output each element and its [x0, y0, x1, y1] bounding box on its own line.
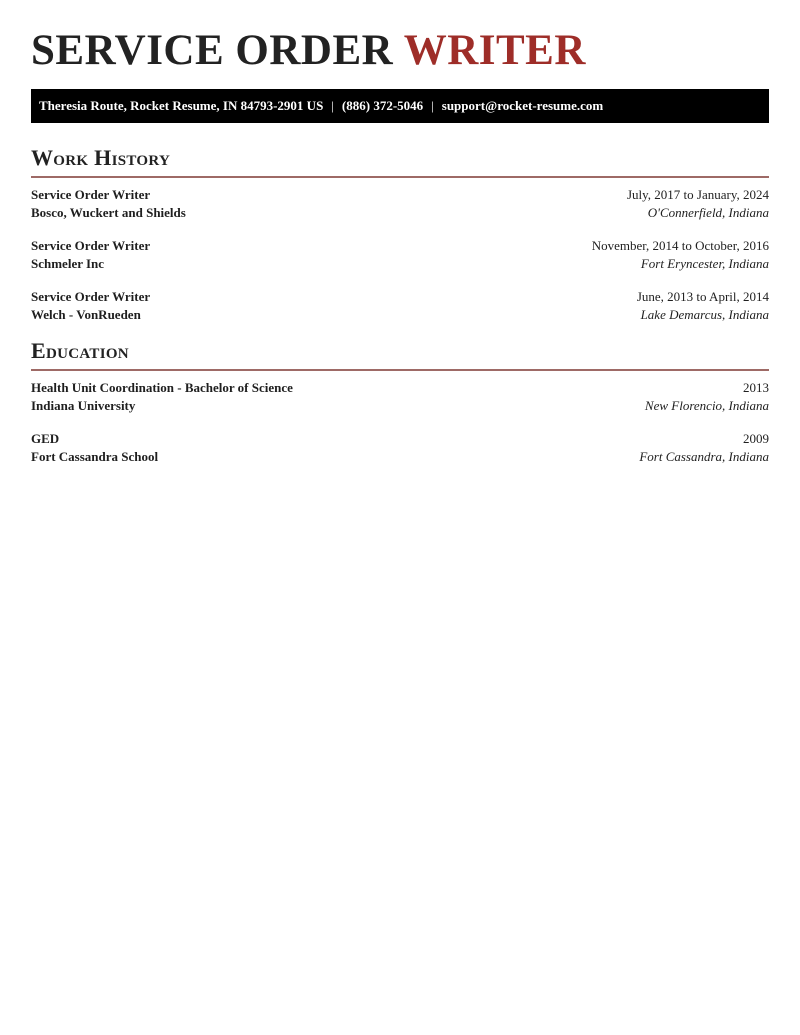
education-location: Fort Cassandra, Indiana	[639, 449, 769, 464]
education-year: 2009	[743, 431, 769, 446]
job-location: O'Connerfield, Indiana	[647, 205, 769, 220]
contact-phone: (886) 372-5046	[341, 98, 424, 113]
job-dates: June, 2013 to April, 2014	[636, 289, 769, 304]
job-location: Lake Demarcus, Indiana	[640, 307, 769, 322]
contact-bar	[31, 89, 769, 123]
education-heading: Education	[31, 338, 129, 363]
job-dates: November, 2014 to October, 2016	[591, 238, 769, 253]
job-position: Service Order Writer	[31, 238, 151, 253]
title-main: SERVICE ORDER	[31, 27, 394, 74]
work-history-section	[31, 145, 769, 324]
job-dates: July, 2017 to January, 2024	[626, 187, 769, 202]
job-company: Bosco, Wuckert and Shields	[31, 205, 186, 220]
education-degree: Health Unit Coordination - Bachelor of Science	[31, 380, 293, 395]
contact-separator: |	[431, 98, 434, 113]
contact-address: Theresia Route, Rocket Resume, IN 84793-2901 US	[39, 98, 324, 113]
job-position: Service Order Writer	[31, 187, 151, 202]
section-divider	[31, 369, 769, 371]
education-entry	[31, 430, 769, 466]
work-entry	[31, 288, 769, 324]
education-entry	[31, 379, 769, 415]
education-degree: GED	[31, 431, 60, 446]
education-list	[31, 379, 769, 466]
resume-title	[31, 0, 769, 75]
work-history-heading: Work History	[31, 145, 171, 170]
section-divider	[31, 176, 769, 178]
education-section	[31, 338, 769, 466]
job-company: Welch - VonRueden	[31, 307, 141, 322]
job-company: Schmeler Inc	[31, 256, 105, 271]
work-entry	[31, 237, 769, 273]
job-location: Fort Eryncester, Indiana	[640, 256, 769, 271]
work-history-list	[31, 186, 769, 324]
education-location: New Florencio, Indiana	[644, 398, 769, 413]
job-position: Service Order Writer	[31, 289, 151, 304]
education-year: 2013	[743, 380, 769, 395]
contact-email: support@rocket-resume.com	[441, 98, 604, 113]
education-school: Fort Cassandra School	[31, 449, 159, 464]
title-accent: WRITER	[403, 27, 586, 74]
work-entry	[31, 186, 769, 222]
education-school: Indiana University	[31, 398, 136, 413]
contact-separator: |	[331, 98, 334, 113]
